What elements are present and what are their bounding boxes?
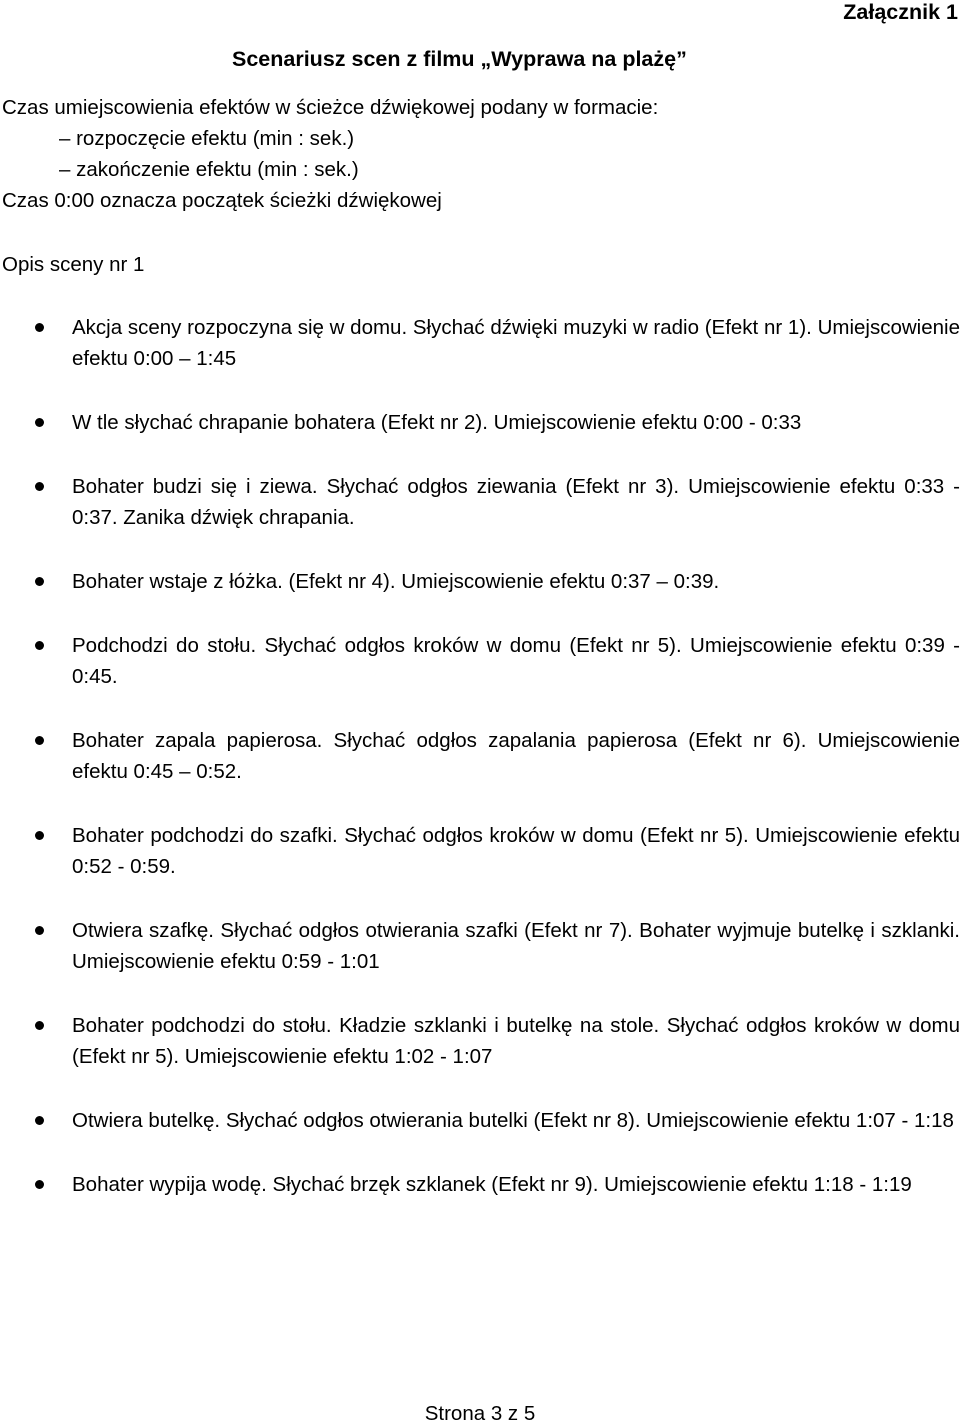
bullet-icon <box>35 1180 44 1189</box>
bullet-icon <box>35 926 44 935</box>
list-item <box>0 915 960 977</box>
list-item-text: Otwiera butelkę. Słychać odgłos otwierania butelki (Efekt nr 8). Umiejscowienie efektu 1:07 - 1:18 <box>72 1109 954 1132</box>
list-item <box>0 407 960 438</box>
scene-heading: Opis sceny nr 1 <box>2 253 145 276</box>
list-item-text: Bohater podchodzi do szafki. Słychać odgłos kroków w domu (Efekt nr 5). Umiejscowienie efektu 0:52 - 0:59. <box>72 824 960 878</box>
bullet-icon <box>35 1021 44 1030</box>
list-item-text: Bohater wypija wodę. Słychać brzęk szklanek (Efekt nr 9). Umiejscowienie efektu 1:18 - 1:19 <box>72 1173 912 1196</box>
scene-event-list <box>0 312 960 1233</box>
list-item <box>0 630 960 692</box>
bullet-icon <box>35 736 44 745</box>
list-item <box>0 725 960 787</box>
intro-line-end: – zakończenie efektu (min : sek.) <box>59 158 359 181</box>
list-item-text: Bohater podchodzi do stołu. Kładzie szklanki i butelkę na stole. Słychać odgłos kroków w domu (Efekt nr 5). Umiejscowienie efektu 1:02 - 1:07 <box>72 1014 960 1068</box>
intro-line-start: – rozpoczęcie efektu (min : sek.) <box>59 127 355 150</box>
list-item-text: Podchodzi do stołu. Słychać odgłos kroków w domu (Efekt nr 5). Umiejscowienie efektu 0:39 - 0:45. <box>72 634 960 688</box>
bullet-icon <box>35 323 44 332</box>
page-number: Strona 3 z 5 <box>424 1402 536 1425</box>
bullet-icon <box>35 1116 44 1125</box>
intro-line-zero: Czas 0:00 oznacza początek ścieżki dźwiękowej <box>2 189 442 212</box>
list-item <box>0 820 960 882</box>
list-item <box>0 1010 960 1072</box>
list-item <box>0 471 960 533</box>
bullet-icon <box>35 641 44 650</box>
list-item-text: Bohater zapala papierosa. Słychać odgłos zapalania papierosa (Efekt nr 6). Umiejscowienie efektu 0:45 – 0:52. <box>72 729 960 783</box>
bullet-icon <box>35 577 44 586</box>
list-item-text: Akcja sceny rozpoczyna się w domu. Słychać dźwięki muzyki w radio (Efekt nr 1). Umiejscowienie efektu 0:00 – 1:45 <box>72 316 960 370</box>
annex-label: Załącznik 1 <box>843 0 958 24</box>
bullet-icon <box>35 831 44 840</box>
intro-line-format: Czas umiejscowienia efektów w ścieżce dźwiękowej podany w formacie: <box>2 96 659 119</box>
list-item-text: Otwiera szafkę. Słychać odgłos otwierania szafki (Efekt nr 7). Bohater wyjmuje butelkę i szklanki. Umiejscowienie efektu 0:59 - 1:01 <box>72 919 960 973</box>
list-item-text: W tle słychać chrapanie bohatera (Efekt nr 2). Umiejscowienie efektu 0:00 - 0:33 <box>72 411 802 434</box>
list-item <box>0 566 960 597</box>
list-item <box>0 1169 960 1200</box>
list-item <box>0 1105 960 1136</box>
list-item-text: Bohater wstaje z łóżka. (Efekt nr 4). Umiejscowienie efektu 0:37 – 0:39. <box>72 570 720 593</box>
list-item-text: Bohater budzi się i ziewa. Słychać odgłos ziewania (Efekt nr 3). Umiejscowienie efektu 0:33 - 0:37. Zanika dźwięk chrapania. <box>72 475 960 529</box>
bullet-icon <box>35 418 44 427</box>
list-item <box>0 312 960 374</box>
bullet-icon <box>35 482 44 491</box>
intro-section <box>2 92 942 216</box>
document-title: Scenariusz scen z filmu „Wyprawa na plażę” <box>232 47 687 71</box>
